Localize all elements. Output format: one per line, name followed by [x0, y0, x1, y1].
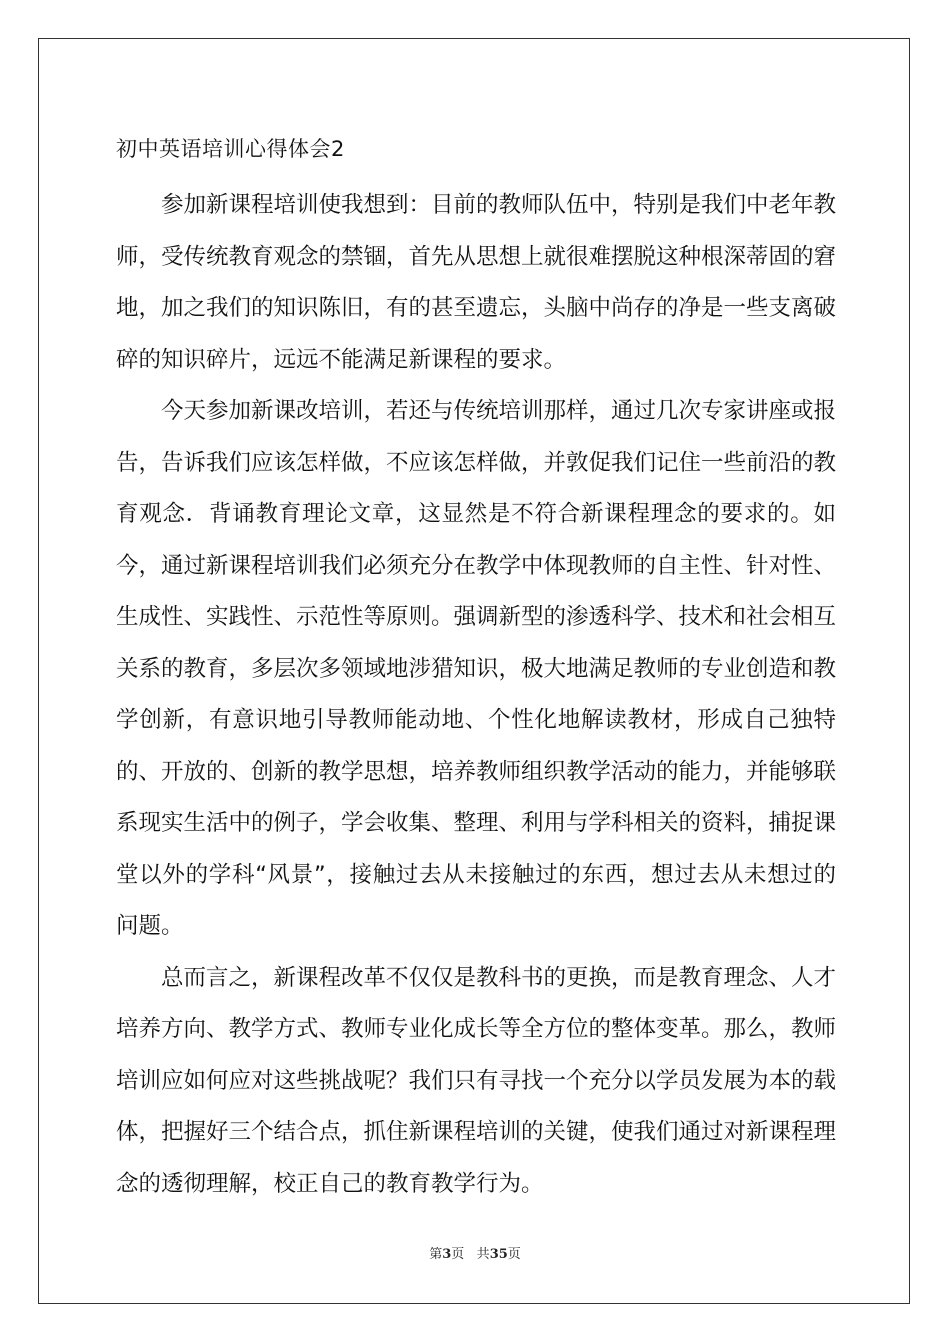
document-body — [116, 180, 836, 1210]
total-suffix: 页 — [507, 1247, 521, 1262]
total-pages-number: 35 — [489, 1247, 508, 1262]
current-page-number: 3 — [442, 1247, 452, 1262]
page-footer — [0, 1246, 950, 1264]
page-suffix: 页 — [451, 1247, 465, 1262]
paragraph: 总而言之，新课程改革不仅仅是教科书的更换，而是教育理念、人才培养方向、教学方式、教师专业化成长等全方位的整体变革。那么，教师培训应如何应对这些挑战呢？我们只有寻找一个充分以学员发展为本的载体，把握好三个结合点，抓住新课程培训的关键，使我们通过对新课程理念的透彻理解，校正自己的教育教学行为。 — [116, 964, 837, 1197]
total-prefix: 共 — [476, 1247, 490, 1262]
page-prefix: 第 — [429, 1247, 443, 1262]
paragraph: 参加新课程培训使我想到：目前的教师队伍中，特别是我们中老年教师，受传统教育观念的禁锢，首先从思想上就很难摆脱这种根深蒂固的窘地，加之我们的知识陈旧，有的甚至遗忘，头脑中尚存的净是一些支离破碎的知识碎片，远远不能满足新课程的要求。 — [116, 192, 837, 373]
paragraph: 今天参加新课改培训，若还与传统培训那样，通过几次专家讲座或报告，告诉我们应该怎样做，不应该怎样做，并敦促我们记住一些前沿的教育观念．背诵教育理论文章，这显然是不符合新课程理念的要求的。如今，通过新课程培训我们必须充分在教学中体现教师的自主性、针对性、生成性、实践性、示范性等原则。强调新型的渗透科学、技术和社会相互关系的教育，多层次多领域地涉猎知识，极大地满足教师的专业创造和教学创新，有意识地引导教师能动地、个性化地解读教材，形成自己独特的、开放的、创新的教学思想，培养教师组织教学活动的能力，并能够联系现实生活中的例子，学会收集、整理、利用与学科相关的资料，捕捉课堂以外的学科“风景”，接触过去从未接触过的东西，想过去从未想过的问题。 — [116, 398, 837, 939]
document-title: 初中英语培训心得体会2 — [116, 137, 345, 161]
